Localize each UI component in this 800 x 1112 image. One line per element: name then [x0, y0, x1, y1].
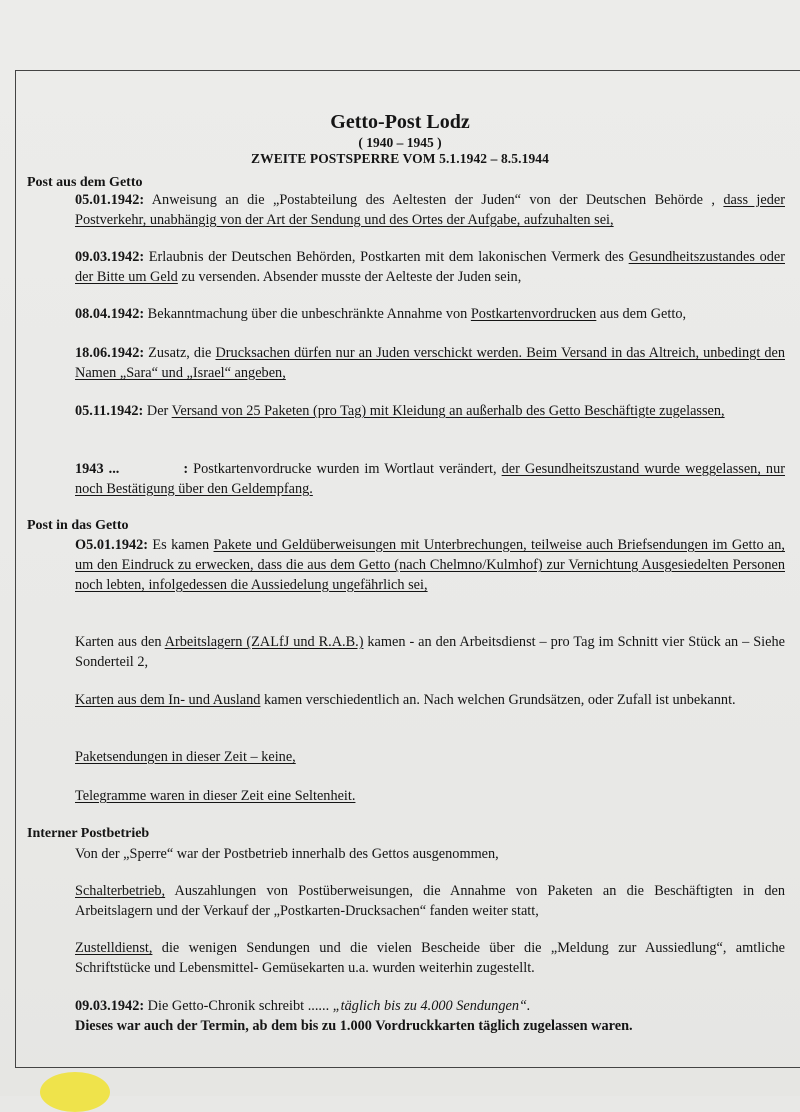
paragraph-text: zu versenden. Absender musste der Aelteste der Juden sein, — [177, 269, 522, 285]
underlined-text: Telegramme waren in dieser Zeit eine Seltenheit. — [75, 788, 356, 804]
underlined-text: Gesundheitszustandes oder der Bitte um Geld — [75, 249, 785, 285]
paragraph-text: die wenigen Sendungen und die vielen Bescheide über die „Meldung zur Aussiedlung“, amtliche Schriftstücke und Lebensmittel- Gemüsekarten u.a. wurden weiterhin zugestellt. — [75, 940, 785, 976]
date-label: 09.03.1942: — [75, 998, 145, 1014]
paragraph-text: aus dem Getto, — [596, 306, 687, 322]
paragraph-text: Bekanntmachung über die unbeschränkte Annahme von — [144, 306, 471, 322]
paragraph-intern-1 — [75, 844, 785, 864]
document-title: Getto-Post Lodz — [330, 111, 470, 133]
underlined-text: Postkartenvordrucken — [470, 306, 597, 322]
underlined-text: dass jeder Postverkehr, unabhängig von der Art der Sendung und des Ortes der Aufgabe, aufzuhalten sei, — [75, 192, 785, 228]
italic-quote: „täglich bis zu 4.000 Sendungen“. — [332, 998, 531, 1014]
date-label: 18.06.1942: — [75, 345, 145, 361]
date-label: O5.01.1942: — [75, 537, 149, 553]
paragraph-text: Der — [143, 403, 172, 419]
paragraph-text: Postkartenvordrucke wurden im Wortlaut verändert, — [188, 461, 502, 477]
date-label: 08.04.1942: — [75, 306, 145, 322]
paragraph-text: Es kamen — [148, 537, 214, 553]
paragraph-in-3 — [75, 690, 785, 710]
section-heading-in: Post in das Getto — [27, 518, 129, 533]
paragraph-text: Anweisung an die „Postabteilung des Aeltesten der Juden“ von der Deutschen Behörde , — [144, 192, 724, 208]
paragraph-in-1 — [75, 535, 785, 595]
underlined-text: Paketsendungen in dieser Zeit – keine, — [75, 749, 296, 765]
colon-label: : — [183, 461, 189, 477]
paragraph-text: kamen - an den Arbeitsdienst – pro Tag im Schnitt vier Stück an – Siehe Sonderteil 2, — [75, 634, 785, 670]
paragraph-in-4 — [75, 747, 785, 767]
date-label: 1943 ... — [75, 461, 120, 477]
underlined-text: der Gesundheitszustand wurde weggelassen, nur noch Bestätigung über den Geldempfang. — [75, 461, 785, 497]
paragraph-text: Die Getto-Chronik schreibt ...... — [144, 998, 333, 1014]
paragraph-out-3 — [75, 304, 785, 324]
paragraph-intern-2 — [75, 881, 785, 921]
underlined-text: Schalterbetrieb, — [75, 883, 166, 899]
document-subtitle: ZWEITE POSTSPERRE VOM 5.1.1942 – 8.5.1944 — [251, 151, 549, 166]
paragraph-text: Karten aus den — [75, 634, 165, 650]
paragraph-text: Erlaubnis der Deutschen Behörden, Postkarten mit dem lakonischen Vermerk des — [144, 249, 629, 265]
document-years: ( 1940 – 1945 ) — [358, 135, 442, 150]
section-heading-out: Post aus dem Getto — [27, 175, 143, 190]
underlined-text: Drucksachen dürfen nur an Juden verschickt werden. Beim Versand in das Altreich, unbedingt den Namen „Sara“ und „Israel“ angeben, — [75, 345, 785, 381]
date-label: 09.03.1942: — [75, 249, 145, 265]
paragraph-out-6 — [75, 459, 785, 499]
paragraph-in-5 — [75, 786, 785, 806]
paragraph-out-5 — [75, 401, 785, 421]
paragraph-out-2 — [75, 247, 785, 287]
paragraph-text: Von der „Sperre“ war der Postbetrieb innerhalb des Gettos ausgenommen, — [75, 846, 499, 862]
underlined-text: Versand von 25 Paketen (pro Tag) mit Kleidung an außerhalb des Getto Beschäftigte zugelassen, — [171, 403, 725, 419]
underlined-text: Karten aus dem In- und Ausland — [75, 692, 261, 708]
underlined-text: Pakete und Geldüberweisungen mit Unterbrechungen, teilweise auch Briefsendungen im Getto an, um den Eindruck zu erwecken, dass die aus dem Getto (nach Chelmno/Kulmhof) zur Vernichtung Ausgesiedelten Personen noch lebten, infolgedessen die Aussiedelung ungefährlich sei, — [75, 537, 785, 593]
paragraph-text: kamen verschiedentlich an. Nach welchen Grundsätzen, oder Zufall ist unbekannt. — [260, 692, 736, 708]
section-heading-intern: Interner Postbetrieb — [27, 826, 150, 841]
bold-statement: Dieses war auch der Termin, ab dem bis zu 1.000 Vordruckkarten täglich zugelassen waren. — [75, 1018, 633, 1034]
paragraph-text: Auszahlungen von Postüberweisungen, die Annahme von Paketen an die Beschäftigten in den Arbeitslagern und der Verkauf der „Postkarten-Drucksachen“ fanden weiter statt, — [75, 883, 785, 919]
paragraph-intern-3 — [75, 938, 785, 978]
date-label: 05.11.1942: — [75, 403, 144, 419]
underlined-text: Arbeitslagern (ZALfJ und R.A.B.) — [164, 634, 364, 650]
underlined-text: Zustelldienst, — [75, 940, 153, 956]
date-label: 05.01.1942: — [75, 192, 145, 208]
paragraph-intern-4 — [75, 996, 785, 1036]
paragraph-text: Zusatz, die — [144, 345, 216, 361]
paragraph-out-4 — [75, 343, 785, 383]
yellow-sticker-mark — [40, 1072, 110, 1112]
paragraph-out-1 — [75, 190, 785, 230]
paragraph-in-2 — [75, 632, 785, 672]
